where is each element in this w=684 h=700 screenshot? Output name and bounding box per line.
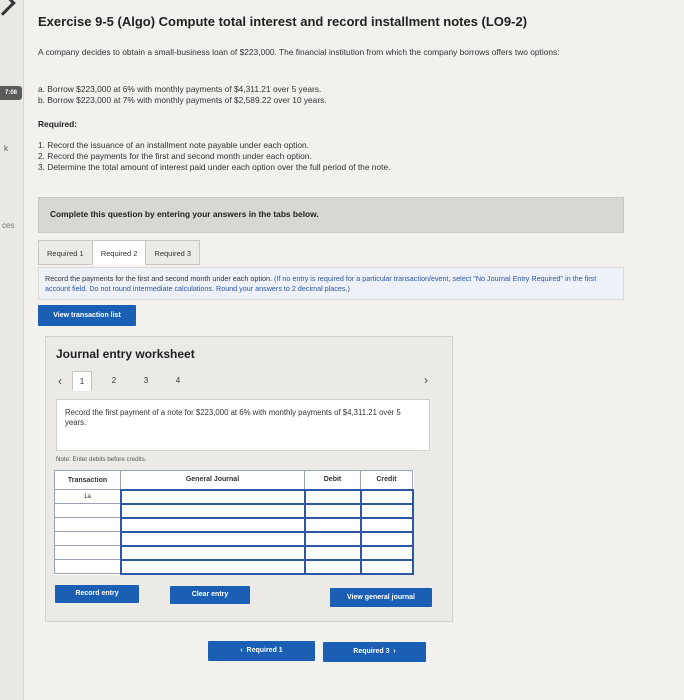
required-heading: Required:: [38, 119, 78, 129]
journal-table: [54, 470, 414, 575]
required-item-2: 2. Record the payments for the first and second month under each option.: [38, 151, 312, 161]
previous-required-button[interactable]: [208, 641, 315, 661]
debit-input[interactable]: [305, 546, 361, 560]
account-input[interactable]: [121, 546, 305, 560]
page-3[interactable]: 3: [143, 376, 149, 385]
instruction-text: Record the payments for the first and second month under each option.: [45, 274, 272, 283]
previous-required-label: Required 1: [246, 647, 283, 654]
problem-intro: A company decides to obtain a small-business loan of $223,000. The financial institution from which the company borrows offers two options:: [38, 47, 560, 57]
sidebar-fragment-k: k: [4, 144, 8, 153]
debit-input[interactable]: [305, 532, 361, 546]
journal-entry-worksheet: [45, 336, 453, 622]
page-title: Exercise 9-5 (Algo) Compute total interest and record installment notes (LO9-2): [38, 14, 528, 29]
tab-required-3[interactable]: Required 3: [145, 240, 200, 265]
credit-input[interactable]: [361, 546, 413, 560]
complete-instruction-banner: Complete this question by entering your answers in the tabs below.: [38, 197, 624, 233]
credit-input[interactable]: [361, 560, 413, 574]
transaction-cell: [55, 504, 121, 518]
table-row: [55, 504, 413, 518]
option-a: a. Borrow $223,000 at 6% with monthly payments of $4,311.21 over 5 years.: [38, 84, 322, 94]
required-item-3: 3. Determine the total amount of interest paid under each option over the full period of the note.: [38, 162, 391, 172]
table-row: [55, 532, 413, 546]
credit-input[interactable]: [361, 490, 413, 504]
left-sidebar-strip: [0, 0, 24, 700]
instruction-note: (If no entry is required for a particular transaction/event, select "No Journal Entry Required" in the first account field. Do not round intermediate calculations. Round your answers to 2 decimal places.): [45, 274, 597, 293]
debit-input[interactable]: [305, 518, 361, 532]
transaction-cell: 1a: [55, 490, 121, 504]
col-debit: Debit: [305, 471, 361, 490]
tab-required-2[interactable]: Required 2: [92, 240, 147, 265]
credit-input[interactable]: [361, 504, 413, 518]
account-input[interactable]: [121, 490, 305, 504]
account-input[interactable]: [121, 532, 305, 546]
debit-input[interactable]: [305, 560, 361, 574]
transaction-cell: [55, 546, 121, 560]
debits-note: Note: Enter debits before credits.: [56, 456, 147, 463]
required-item-1: 1. Record the issuance of an installment note payable under each option.: [38, 140, 309, 150]
required-list: [38, 140, 390, 173]
option-b: b. Borrow $223,000 at 7% with monthly payments of $2,589.22 over 10 years.: [38, 95, 327, 105]
col-transaction: Transaction: [55, 471, 121, 490]
worksheet-pager: [58, 371, 200, 391]
debit-input[interactable]: [305, 504, 361, 518]
transaction-cell: [55, 532, 121, 546]
tab-instruction: [38, 267, 624, 300]
chevron-right-icon: ›: [389, 648, 396, 655]
loan-options: [38, 84, 327, 106]
table-row: [55, 490, 413, 504]
table-row: [55, 560, 413, 574]
tab-required-1[interactable]: Required 1: [38, 240, 93, 265]
transaction-cell: [55, 560, 121, 574]
worksheet-title: Journal entry worksheet: [56, 347, 195, 361]
chevron-left-icon[interactable]: ‹: [58, 374, 62, 388]
next-required-label: Required 3: [353, 648, 390, 655]
table-row: [55, 546, 413, 560]
debit-input[interactable]: [305, 490, 361, 504]
view-transaction-list-button[interactable]: View transaction list: [38, 305, 136, 326]
required-tabs: [38, 240, 199, 265]
view-general-journal-button[interactable]: View general journal: [330, 588, 432, 607]
account-input[interactable]: [121, 518, 305, 532]
account-input[interactable]: [121, 560, 305, 574]
chevron-right-icon[interactable]: ›: [424, 373, 428, 387]
clear-entry-button[interactable]: Clear entry: [170, 586, 250, 604]
chevron-left-icon: ‹: [240, 647, 247, 654]
credit-input[interactable]: [361, 518, 413, 532]
page-4[interactable]: 4: [175, 376, 181, 385]
transaction-cell: [55, 518, 121, 532]
col-general-journal: General Journal: [121, 471, 305, 490]
credit-input[interactable]: [361, 532, 413, 546]
page-1[interactable]: 1: [72, 371, 92, 391]
transaction-description: Record the first payment of a note for $223,000 at 6% with monthly payments of $4,311.21 over 5 years.: [56, 399, 430, 451]
page-2[interactable]: 2: [111, 376, 117, 385]
back-chevron-icon[interactable]: [0, 0, 16, 16]
sidebar-fragment-ces: ces: [2, 221, 15, 230]
col-credit: Credit: [361, 471, 413, 490]
timer-badge: 7:08: [0, 86, 22, 100]
record-entry-button[interactable]: Record entry: [55, 585, 139, 603]
next-required-button[interactable]: [323, 642, 426, 662]
table-row: [55, 518, 413, 532]
account-input[interactable]: [121, 504, 305, 518]
